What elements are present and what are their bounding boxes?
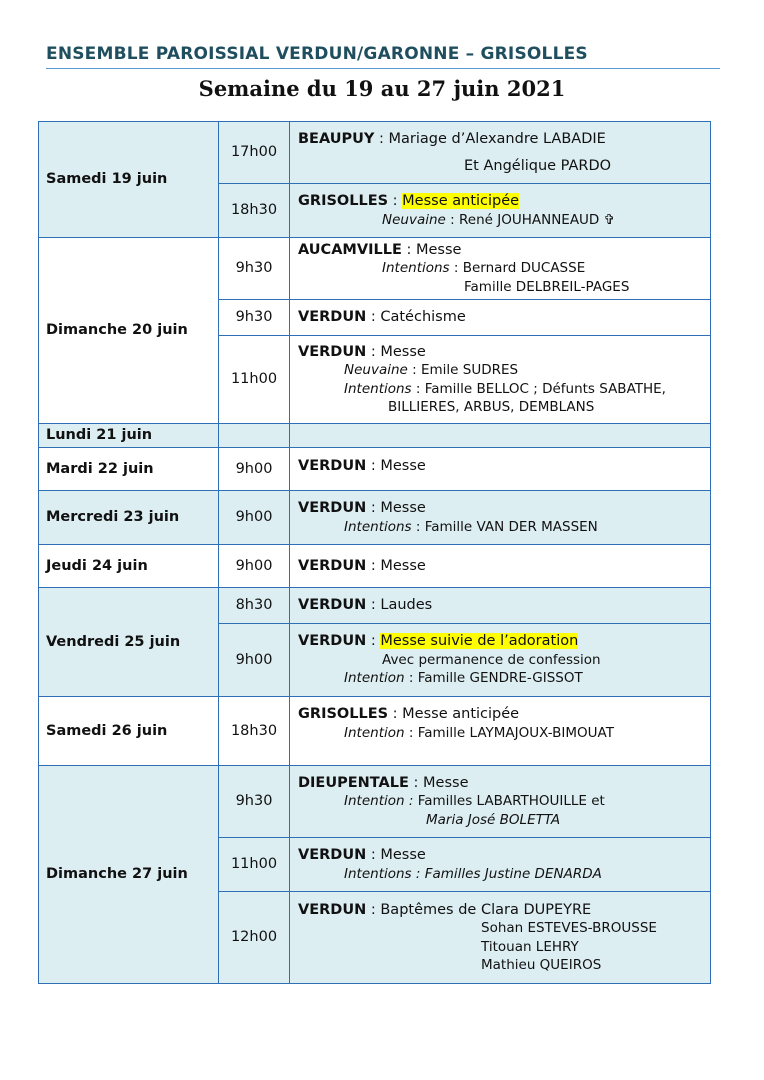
- time-cell: 9h00: [219, 448, 290, 491]
- table-row: [39, 424, 711, 448]
- site-name: VERDUN: [298, 597, 367, 614]
- baptism-name: Sohan ESTEVES-BROUSSE: [481, 920, 657, 936]
- site-name: VERDUN: [298, 557, 367, 574]
- event-cell: VERDUN : Catéchisme: [290, 300, 711, 336]
- site-name: VERDUN: [298, 633, 367, 650]
- table-row: [39, 545, 711, 588]
- organization-title: ENSEMBLE PAROISSIAL VERDUN/GARONNE – GRISOLLES: [46, 44, 720, 69]
- site-name: VERDUN: [298, 847, 367, 863]
- event-cell: VERDUN : Messe Intentions : Familles Justine DENARDA: [290, 838, 711, 892]
- site-name: DIEUPENTALE: [298, 774, 409, 791]
- time-cell: 9h00: [219, 624, 290, 697]
- event-cell: VERDUN : Messe Intentions : Famille VAN DER MASSEN: [290, 491, 711, 545]
- site-name: VERDUN: [298, 343, 367, 360]
- day-label: Mardi 22 juin: [39, 448, 219, 491]
- time-cell: [219, 424, 290, 448]
- highlighted-text: Messe suivie de l’adoration: [380, 633, 579, 650]
- site-name: GRISOLLES: [298, 706, 389, 722]
- day-label: Lundi 21 juin: [39, 424, 219, 448]
- time-cell: 11h00: [219, 838, 290, 892]
- day-label: Jeudi 24 juin: [39, 545, 219, 588]
- site-name: VERDUN: [298, 458, 367, 474]
- document-header: [46, 44, 720, 69]
- event-cell: GRISOLLES : Messe anticipée Neuvaine : René JOUHANNEAUD ✞: [290, 184, 711, 238]
- table-row: [39, 697, 711, 766]
- time-cell: 18h30: [219, 697, 290, 766]
- event-cell: [290, 424, 711, 448]
- site-name: VERDUN: [298, 901, 367, 918]
- time-cell: 8h30: [219, 588, 290, 624]
- time-cell: 18h30: [219, 184, 290, 238]
- time-cell: 12h00: [219, 892, 290, 984]
- event-cell: BEAUPUY : Mariage d’Alexandre LABADIE Et Angélique PARDO: [290, 122, 711, 184]
- event-cell: VERDUN : Baptêmes de Clara DUPEYRE Sohan ESTEVES-BROUSSE Titouan LEHRY Mathieu QUEIROS: [290, 892, 711, 984]
- time-cell: 9h30: [219, 766, 290, 838]
- time-cell: 9h30: [219, 300, 290, 336]
- time-cell: 17h00: [219, 122, 290, 184]
- time-cell: 9h00: [219, 545, 290, 588]
- baptism-name: Mathieu QUEIROS: [481, 957, 602, 973]
- day-label: Dimanche 27 juin: [39, 766, 219, 984]
- table-row: [39, 122, 711, 184]
- event-cell: VERDUN : Messe: [290, 448, 711, 491]
- day-label: Mercredi 23 juin: [39, 491, 219, 545]
- time-cell: 9h00: [219, 491, 290, 545]
- day-label: Dimanche 20 juin: [39, 238, 219, 424]
- event-cell: DIEUPENTALE : Messe Intention : Familles LABARTHOUILLE et Maria José BOLETTA: [290, 766, 711, 838]
- day-label: Vendredi 25 juin: [39, 588, 219, 697]
- table-row: [39, 238, 711, 300]
- site-name: GRISOLLES: [298, 193, 389, 209]
- table-row: [39, 588, 711, 624]
- baptism-name: Titouan LEHRY: [481, 938, 579, 955]
- event-cell: VERDUN : Messe: [290, 545, 711, 588]
- site-name: VERDUN: [298, 309, 367, 326]
- time-cell: 9h30: [219, 238, 290, 300]
- week-title: Semaine du 19 au 27 juin 2021: [198, 76, 566, 101]
- table-row: [39, 491, 711, 545]
- site-name: VERDUN: [298, 500, 367, 516]
- event-cell: VERDUN : Messe Neuvaine : Emile SUDRES Intentions : Famille BELLOC ; Défunts SABATHE, BILLIERES, ARBUS, DEMBLANS: [290, 336, 711, 424]
- schedule-table: [38, 121, 711, 984]
- event-cell: GRISOLLES : Messe anticipée Intention : Famille LAYMAJOUX-BIMOUAT: [290, 697, 711, 766]
- time-cell: 11h00: [219, 336, 290, 424]
- table-row: [39, 766, 711, 838]
- day-label: Samedi 19 juin: [39, 122, 219, 238]
- site-name: AUCAMVILLE: [298, 241, 402, 258]
- site-name: BEAUPUY: [298, 130, 375, 147]
- event-cell: VERDUN : Laudes: [290, 588, 711, 624]
- day-label: Samedi 26 juin: [39, 697, 219, 766]
- table-row: [39, 448, 711, 491]
- event-cell: VERDUN : Messe suivie de l’adoration Avec permanence de confession Intention : Famille GENDRE-GISSOT: [290, 624, 711, 697]
- event-cell: AUCAMVILLE : Messe Intentions : Bernard DUCASSE Famille DELBREIL-PAGES: [290, 238, 711, 300]
- highlighted-text: Messe anticipée: [402, 193, 520, 209]
